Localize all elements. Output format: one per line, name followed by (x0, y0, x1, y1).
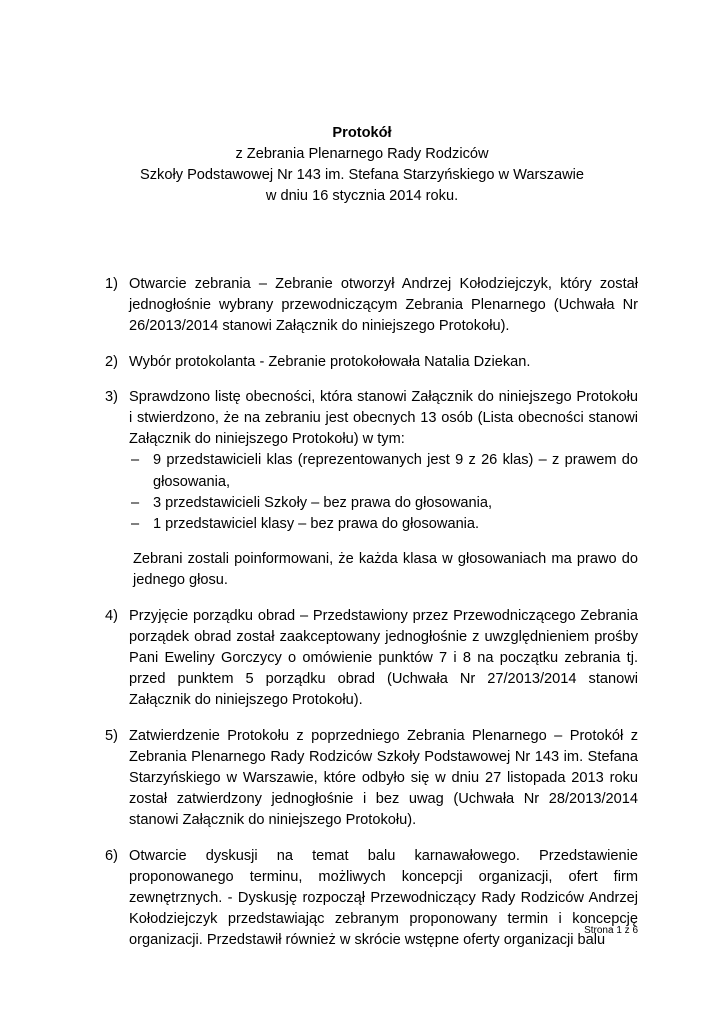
item-number: 5) (105, 727, 118, 744)
agenda-list (105, 274, 638, 966)
voting-note: Zebrani zostali poinformowani, że każda klasa w głosowaniach ma prawo do jednego głosu. (133, 551, 638, 589)
document-header (0, 123, 724, 207)
item-text: Zatwierdzenie Protokołu z poprzedniego Zebrania Plenarnego – Protokół z Zebrania Plenarnego Rady Rodziców Szkoły Podstawowej Nr 143 im. Stefana Starzyńskiego w Warszawie, które odbyło się w dniu 27 listopada 2013 roku został zatwierdzony jednogłośnie i bez uwag (Uchwała Nr 28/2013/2014 stanowi Załącznik do niniejszego Protokołu). (129, 727, 638, 829)
agenda-item-2 (105, 352, 638, 373)
item-number: 3) (105, 388, 118, 405)
item-text: Otwarcie dyskusji na temat balu karnawałowego. Przedstawienie proponowanego terminu, możliwych koncepcji organizacji, ofert firm zewnętrznych. - Dyskusję rozpoczął Przewodniczący Rady Rodziców Andrzej Kołodziejczyk przedstawiając zebranym proponowany termin i koncepcję organizacji. Przedstawił również w skrócie wstępne oferty organizacji balu (129, 847, 638, 949)
document-title: Protokół (332, 125, 392, 141)
agenda-item-6 (105, 846, 638, 952)
attendance-item-text: 9 przedstawicieli klas (reprezentowanych jest 9 z 26 klas) – z prawem do głosowania, (153, 452, 638, 490)
item-number: 2) (105, 353, 118, 370)
item-number: 4) (105, 607, 118, 624)
attendance-item (129, 493, 638, 514)
dash-bullet: – (131, 516, 140, 533)
agenda-item-4 (105, 606, 638, 712)
item-text: Sprawdzono listę obecności, która stanowi Załącznik do niniejszego Protokołu i stwierdzono, że na zebraniu jest obecnych 13 osób (Lista obecności stanowi Załącznik do niniejszego Protokołu) w tym: (129, 388, 638, 448)
agenda-item-5 (105, 726, 638, 832)
agenda-item-3 (105, 387, 638, 592)
item-number: 6) (105, 847, 118, 864)
dash-bullet: – (131, 452, 140, 469)
attendance-item-text: 1 przedstawiciel klasy – bez prawa do głosowania. (153, 516, 480, 533)
item-text: Przyjęcie porządku obrad – Przedstawiony przez Przewodniczącego Zebrania porządek obrad został zaakceptowany jednogłośnie z uwzględnieniem prośby Pani Eweliny Gorczycy o omówienie punktów 7 i 8 na początku zebrania tj. przed punktem 5 porządku obrad (Uchwała Nr 27/2013/2014 stanowi Załącznik do niniejszego Protokołu). (129, 607, 638, 709)
dash-bullet: – (131, 494, 140, 511)
attendance-item (129, 450, 638, 492)
item-number: 1) (105, 276, 118, 292)
item-text: Otwarcie zebrania – Zebranie otworzył Andrzej Kołodziejczyk, który został jednogłośnie wybrany przewodniczącym Zebrania Plenarnego (Uchwała Nr 26/2013/2014 stanowi Załącznik do niniejszego Protokołu). (129, 276, 638, 335)
header-line-school: Szkoły Podstawowej Nr 143 im. Stefana Starzyńskiego w Warszawie (140, 167, 584, 183)
header-line-meeting: z Zebrania Plenarnego Rady Rodziców (235, 146, 489, 162)
attendance-item (129, 514, 638, 535)
item-text: Wybór protokolanta - Zebranie protokołowała Natalia Dziekan. (129, 353, 531, 370)
header-line-date: w dniu 16 stycznia 2014 roku. (265, 188, 459, 204)
page-number: Strona 1 z 6 (584, 925, 638, 936)
attendance-item-text: 3 przedstawicieli Szkoły – bez prawa do głosowania, (153, 494, 493, 511)
agenda-item-1 (105, 274, 638, 338)
attendance-breakdown-list (129, 450, 638, 535)
